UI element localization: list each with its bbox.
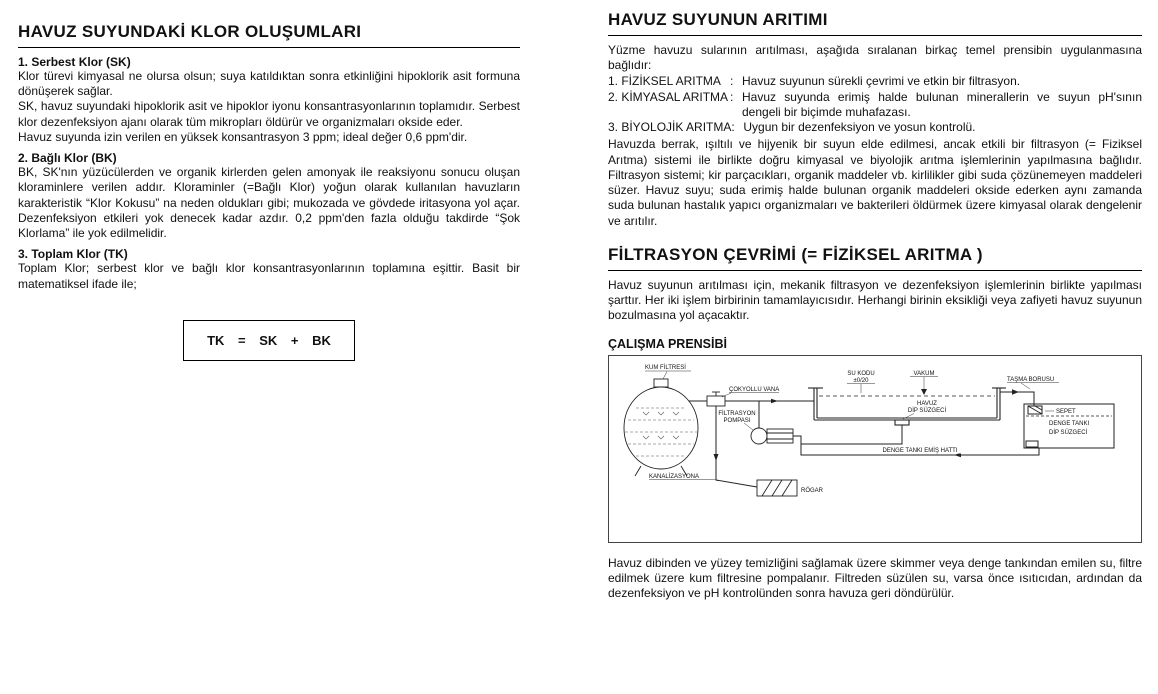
left-column	[18, 22, 520, 361]
vacuum-arrow	[921, 389, 927, 395]
label-vacuum: VAKUM	[913, 370, 935, 377]
paragraph-serbest-klor-1: Klor türevi kimyasal ne olursa olsun; suya katıldıktan sonra etkinliğini hipoklorik asit formuna dönüşerek sağlar.	[18, 69, 520, 99]
list-separator: :	[730, 74, 734, 89]
list-item-kimyasal	[608, 90, 1142, 120]
paragraph-bagli-klor: BK, SK'nın yüzücülerden ve organik kirlerden gelen amonyak ile reaksiyonu sonucu oluşan kloraminlere verilen addır. Kloraminler (=Bağlı Klor) yoğun olarak kullanılan havuzların karakteristik “Klor Kokusu” na neden oldukları gibi; mukozada ve gövdede iritasyona yol açar. Dezenfeksiyon etkileri yok denecek kadar azdır. 0,2 ppm'den fazla olduğu takdirde “Şok Klorlama” ile yok edilmelidir.	[18, 165, 520, 241]
label-balance-tank: DENGE TANKI	[1049, 420, 1090, 427]
pool-section	[808, 388, 1006, 425]
list-separator: :	[731, 120, 735, 135]
manhole-icon	[757, 480, 797, 496]
filtration-schematic	[609, 356, 1141, 542]
list-term: 1. FİZİKSEL ARITMA	[608, 74, 721, 89]
sand-filter-tank-icon	[624, 379, 698, 476]
paragraph-conclusion: Havuz dibinden ve yüzey temizliğini sağlamak üzere skimmer veya denge tankından emilen su, filtre edilmek üzere kum filtresine pompalanır. Filtreden süzülen su, varsa önce ısıtıcıdan, ardından da dezenfeksiyon ve pH kontrolünden sonra havuza geri döndürülür.	[608, 555, 1142, 600]
heading-serbest-klor: 1. Serbest Klor (SK)	[18, 55, 131, 69]
heading-bagli-klor: 2. Bağlı Klor (BK)	[18, 151, 117, 166]
label-sewer: KANALİZASYONA	[649, 473, 700, 480]
left-title: HAVUZ SUYUNDAKİ KLOR OLUŞUMLARI	[18, 22, 520, 48]
label-manhole: RÖGAR	[801, 487, 824, 494]
formula-box	[183, 320, 355, 361]
filter-flow-arrows	[643, 412, 679, 439]
label-tank-drain: DİP SÜZGECİ	[1049, 429, 1088, 436]
list-separator: :	[730, 89, 734, 104]
label-pump-line1: FİLTRASYON	[718, 410, 756, 417]
list-desc: Uygun bir dezenfeksiyon ve yosun kontrolü.	[743, 120, 976, 135]
paragraph-serbest-klor-3: Havuz suyunda izin verilen en yüksek konsantrasyon 3 ppm; ideal değer 0,6 ppm'dir.	[18, 129, 468, 144]
paragraph-serbest-klor-2: SK, havuz suyundaki hipoklorik asit ve hipoklor iyonu konsantrasyonlarının toplamıdır. Serbest klor dezenfeksiyon ajanı olarak tüm mikropları öldürür ve organizmaları okside eder.	[18, 99, 520, 129]
list-desc: Havuz suyunda erimiş halde bulunan minerallerin ve suyun pH'sının dengeli bir biçimde muhafazası.	[742, 89, 1142, 119]
right-title: HAVUZ SUYUNUN ARITIMI	[608, 10, 1142, 36]
working-principle-diagram	[608, 355, 1142, 543]
pipe-network	[689, 392, 1039, 487]
treatment-principles-list	[608, 74, 1142, 135]
list-term: 2. KİMYASAL ARITMA	[608, 89, 729, 104]
label-basket: SEPET	[1056, 408, 1076, 415]
label-pump-line2: POMPASI	[723, 417, 751, 424]
intro-paragraph: Yüzme havuzu sularının arıtılması, aşağıda sıralanan birkaç temel prensibin uygulanmasına bağlıdır:	[608, 43, 1142, 73]
list-item-fiziksel	[608, 74, 1142, 89]
paragraph-toplam-klor: Toplam Klor; serbest klor ve bağlı klor konsantrasyonlarının toplamına eşittir. Basit bir matematiksel ifade ile;	[18, 261, 520, 291]
label-pool-drain: DİP SÜZGECİ	[907, 407, 947, 414]
working-principle-heading: ÇALIŞMA PRENSİBİ	[608, 336, 727, 351]
multiport-valve-icon	[707, 392, 725, 406]
label-overflow-pipe: TAŞMA BORUSU	[1007, 376, 1055, 383]
right-column	[608, 10, 1142, 601]
label-suction-line: DENGE TANKI EMİŞ HATTI	[882, 447, 958, 454]
label-multiport-valve: ÇOKYOLLU VANA	[729, 386, 780, 393]
list-desc: Havuz suyunun sürekli çevrimi ve etkin bir filtrasyon.	[742, 74, 1021, 89]
label-sand-filter: KUM FİLTRESİ	[645, 364, 686, 371]
heading-toplam-klor: 3. Toplam Klor (TK)	[18, 247, 128, 262]
pump-icon	[751, 428, 793, 444]
filtration-cycle-title: FİLTRASYON ÇEVRİMİ (= FİZİKSEL ARITMA )	[608, 245, 1142, 271]
diagram-labels	[645, 364, 1089, 494]
list-item-biyolojik	[608, 120, 1142, 135]
paragraph-filtration: Havuzda berrak, ışıltılı ve hijyenik bir suyun elde edilmesi, ancak etkili bir filtrasyon (= Fiziksel Arıtma) sistemi ile birlikte doğru kimyasal ve biyolojik arıtma işlemlerinin yapılmasına bağlıdır. Filtrasyon sistemi; kir parçacıkları, organik maddeler vb. kirlilikler gibi suda çözünemeyen maddeleri süzer. Havuz suyu; suda erimiş halde bulunan organik maddeleri okside ederken aynı zamanda suda bulunan hastalık yapıcı organizmaları ve bakterileri öldürmek üzere kimyasal olarak dengelenir ve arıtılır.	[608, 137, 1142, 228]
list-term: 3. BİYOLOJİK ARITMA	[608, 120, 732, 135]
label-water-level-value: ±0/20	[853, 377, 869, 384]
label-water-level: SU KODU	[847, 370, 875, 377]
paragraph-cycle: Havuz suyunun arıtılması için, mekanik filtrasyon ve dezenfeksiyon işlemlerinin birlikte yapılması şarttır. Her iki işlem birbirinin tamamlayıcısıdır. Herhangi birinin eksikliği veya zafiyeti havuz suyunun bozulmasına yol açacaktır.	[608, 277, 1142, 323]
formula-text: TK = SK + BK	[207, 332, 331, 348]
label-pool: HAVUZ	[917, 400, 937, 407]
